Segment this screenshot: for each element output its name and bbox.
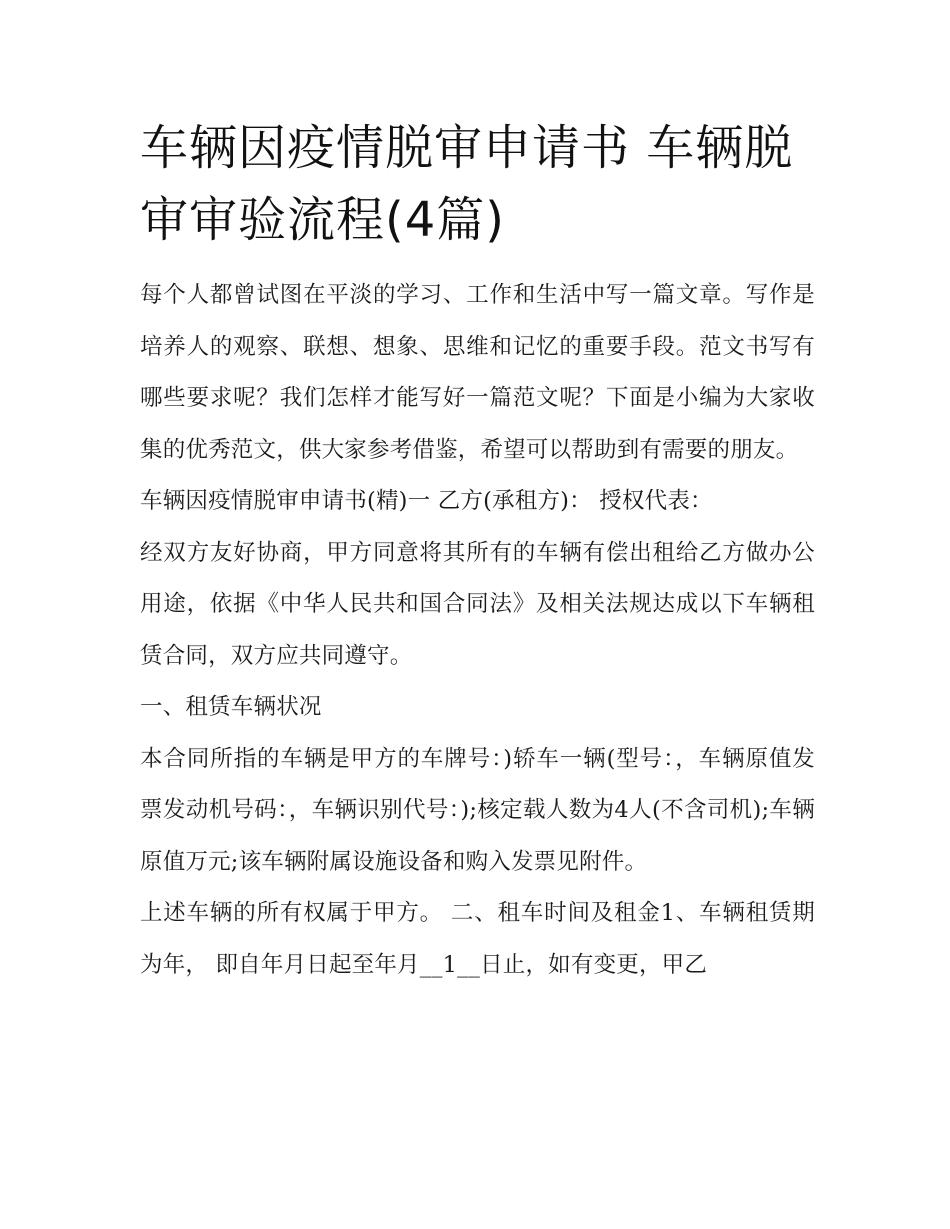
agreement-paragraph: 经双方友好协商，甲方同意将其所有的车辆有偿出租给乙方做办公用途，依据《中华人民共和国合同法》及相关法规达成以下车辆租赁合同，双方应共同遵守。	[140, 539, 815, 669]
document-title: 车辆因疫情脱审申请书 车辆脱审审验流程(4篇)	[140, 120, 794, 248]
document-page	[140, 112, 815, 991]
intro-paragraph: 每个人都曾试图在平淡的学习、工作和生活中写一篇文章。写作是培养人的观察、联想、想象、思维和记忆的重要手段。范文书写有哪些要求呢？我们怎样才能写好一篇范文呢？下面是小编为大家收集的优秀范文，供大家参考借鉴，希望可以帮助到有需要的朋友。	[140, 282, 815, 463]
application-heading-paragraph: 车辆因疫情脱审申请书(精)一 乙方(承租方)： 授权代表：	[140, 488, 713, 514]
document-body	[140, 270, 815, 991]
section-heading-vehicle-status: 一、租赁车辆状况	[140, 694, 322, 720]
ownership-term-paragraph: 上述车辆的所有权属于甲方。 二、租车时间及租金1、车辆租赁期为年， 即自年月日起至年月__1__日止，如有变更，甲乙	[140, 900, 815, 978]
vehicle-details-paragraph: 本合同所指的车辆是甲方的车牌号：)轿车一辆(型号：，车辆原值发票发动机号码：，车辆识别代号：);核定载人数为4人(不含司机);车辆原值万元;该车辆附属设施设备和购入发票见附件。	[140, 745, 815, 875]
